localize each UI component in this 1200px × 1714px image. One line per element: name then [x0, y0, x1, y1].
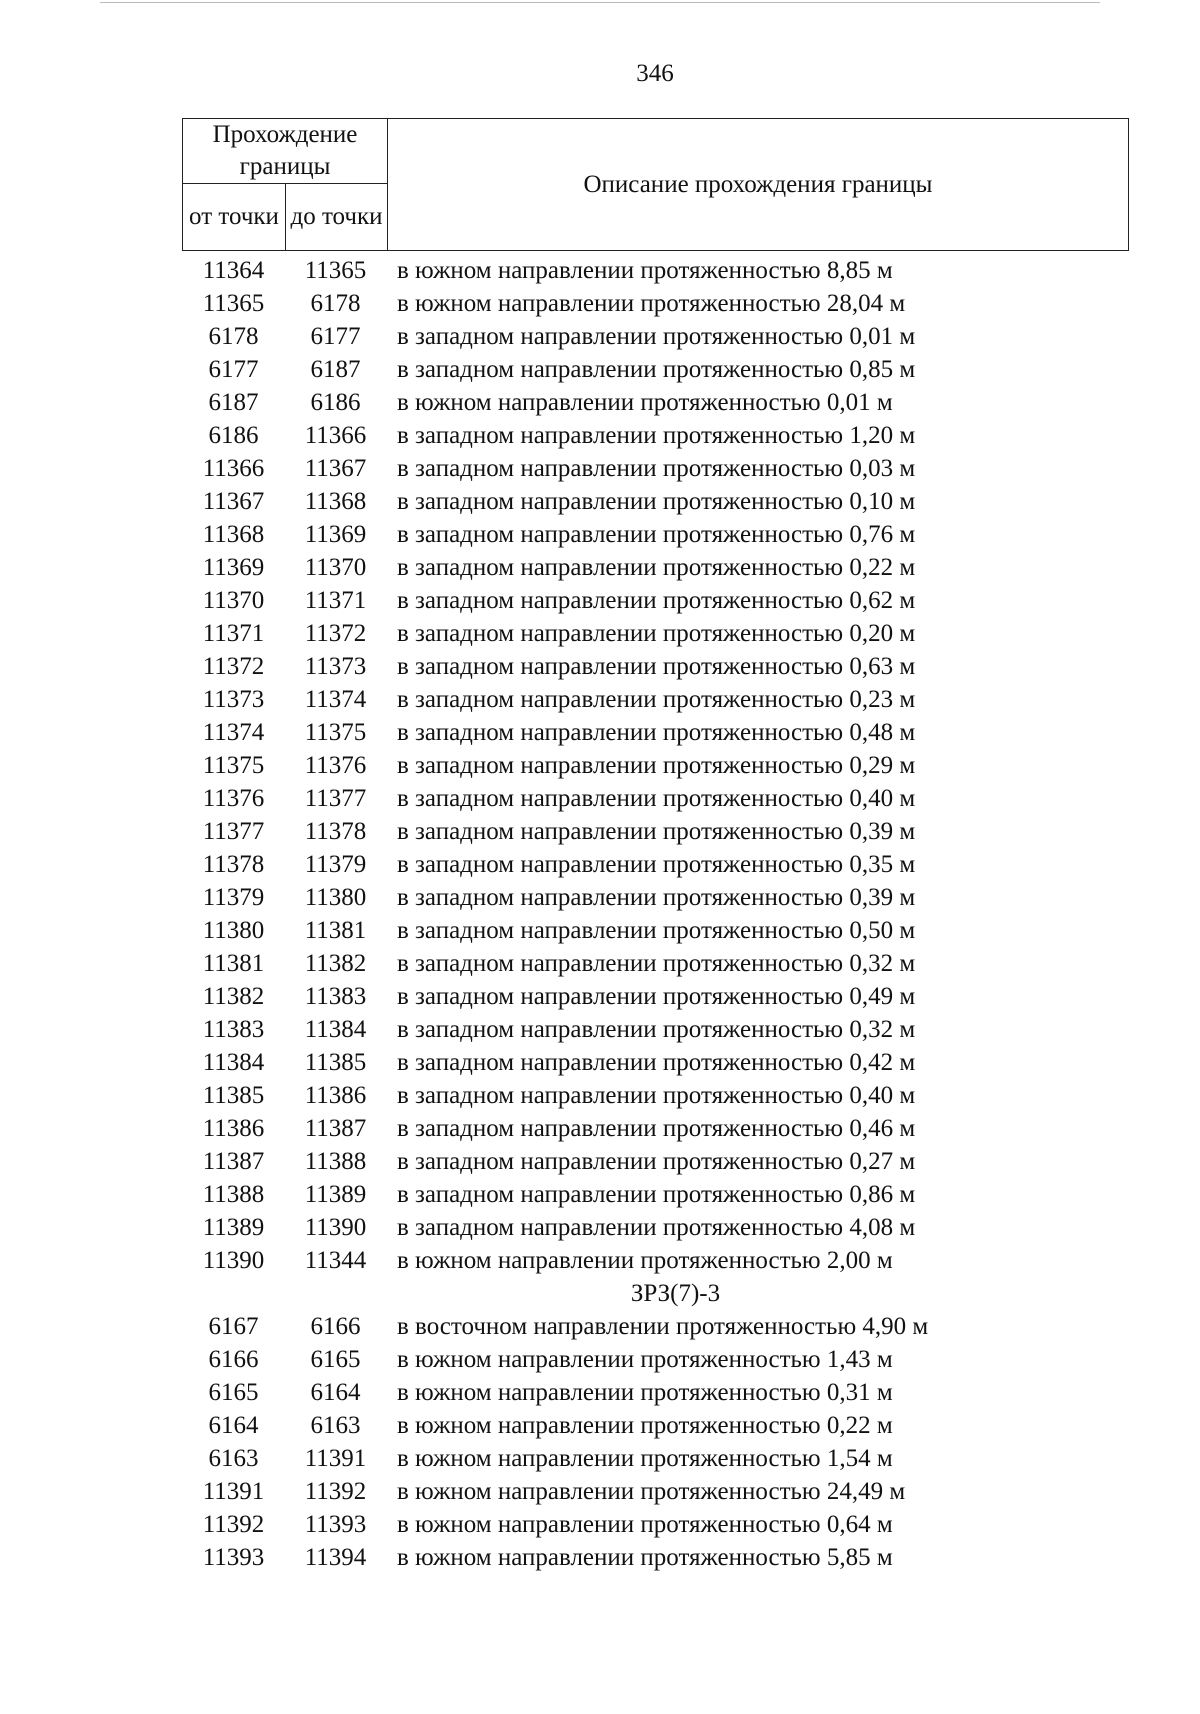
table-header	[182, 118, 1129, 251]
from-point: 11366	[202, 455, 265, 482]
table-row	[182, 749, 1129, 782]
description: в западном направлении протяженностью 0,40 м	[397, 1082, 916, 1109]
table-row	[182, 1211, 1129, 1244]
table-row	[182, 650, 1129, 683]
table-row	[182, 1046, 1129, 1079]
from-point: 6187	[208, 389, 259, 416]
table-row	[182, 1343, 1129, 1376]
table-row	[182, 1178, 1129, 1211]
table-row	[182, 881, 1129, 914]
description: в западном направлении протяженностью 1,20 м	[397, 422, 916, 449]
to-point: 11372	[304, 620, 367, 647]
page-number: 346	[636, 60, 674, 87]
from-point: 6165	[208, 1379, 259, 1406]
to-point: 11374	[304, 686, 367, 713]
description: в западном направлении протяженностью 0,42 м	[397, 1049, 916, 1076]
from-point: 11365	[202, 290, 265, 317]
table-row	[182, 617, 1129, 650]
table-row	[182, 287, 1129, 320]
description: в западном направлении протяженностью 0,32 м	[397, 950, 916, 977]
description: в западном направлении протяженностью 0,86 м	[397, 1181, 916, 1208]
top-rule	[100, 2, 1100, 3]
description: в западном направлении протяженностью 0,62 м	[397, 587, 916, 614]
from-point: 11391	[202, 1478, 265, 1505]
to-point: 6164	[310, 1379, 361, 1406]
description: в южном направлении протяженностью 0,01 м	[397, 389, 893, 416]
from-point: 6163	[208, 1445, 259, 1472]
description: в западном направлении протяженностью 0,01 м	[397, 323, 916, 350]
from-point: 11381	[202, 950, 265, 977]
from-point: 11386	[202, 1115, 265, 1142]
from-point: 11373	[202, 686, 265, 713]
from-point: 6164	[208, 1412, 259, 1439]
description: в западном направлении протяженностью 0,46 м	[397, 1115, 916, 1142]
from-point: 11380	[202, 917, 265, 944]
table-row	[182, 782, 1129, 815]
from-point: 6167	[208, 1313, 259, 1340]
description: в южном направлении протяженностью 0,64 м	[397, 1511, 893, 1538]
from-point: 11375	[202, 752, 265, 779]
table-row	[182, 254, 1129, 287]
from-point: 11384	[202, 1049, 265, 1076]
description: в западном направлении протяженностью 0,39 м	[397, 818, 916, 845]
description: в южном направлении протяженностью 24,49 м	[397, 1478, 906, 1505]
description: в южном направлении протяженностью 0,31 м	[397, 1379, 893, 1406]
to-point: 11375	[304, 719, 367, 746]
to-point: 11381	[304, 917, 367, 944]
table-row	[182, 1310, 1129, 1343]
table-row	[182, 1475, 1129, 1508]
description: в западном направлении протяженностью 0,40 м	[397, 785, 916, 812]
table-row	[182, 1112, 1129, 1145]
from-point: 11371	[202, 620, 265, 647]
from-point: 11369	[202, 554, 265, 581]
to-point: 11382	[304, 950, 367, 977]
description: в западном направлении протяженностью 0,23 м	[397, 686, 916, 713]
description: в западном направлении протяженностью 0,27 м	[397, 1148, 916, 1175]
from-point: 6166	[208, 1346, 259, 1373]
to-point: 11365	[304, 257, 367, 284]
description: в южном направлении протяженностью 5,85 м	[397, 1544, 893, 1571]
description: в западном направлении протяженностью 0,22 м	[397, 554, 916, 581]
from-point: 11370	[202, 587, 265, 614]
description: в южном направлении протяженностью 2,00 м	[397, 1247, 893, 1274]
table-row	[182, 320, 1129, 353]
description: в западном направлении протяженностью 0,50 м	[397, 917, 916, 944]
table-row	[182, 1442, 1129, 1475]
table-row	[182, 683, 1129, 716]
from-point: 11387	[202, 1148, 265, 1175]
to-point: 11391	[304, 1445, 367, 1472]
to-point: 11392	[304, 1478, 367, 1505]
from-point: 11385	[202, 1082, 265, 1109]
rows-section-b	[182, 1310, 1129, 1574]
table-row	[182, 386, 1129, 419]
to-point: 11377	[304, 785, 367, 812]
from-point: 11368	[202, 521, 265, 548]
description: в западном направлении протяженностью 0,20 м	[397, 620, 916, 647]
description: в южном направлении протяженностью 1,43 м	[397, 1346, 893, 1373]
from-point: 11392	[202, 1511, 265, 1538]
to-point: 11376	[304, 752, 367, 779]
table-row	[182, 485, 1129, 518]
to-point: 11387	[304, 1115, 367, 1142]
to-point: 11369	[304, 521, 367, 548]
section-title: ЗРЗ(7)-3	[630, 1280, 721, 1307]
description: в восточном направлении протяженностью 4,90 м	[397, 1313, 929, 1340]
table-row	[182, 1079, 1129, 1112]
header-to: до точки	[286, 184, 388, 251]
to-point: 11383	[304, 983, 367, 1010]
description: в западном направлении протяженностью 0,10 м	[397, 488, 916, 515]
description: в западном направлении протяженностью 0,48 м	[397, 719, 916, 746]
description: в южном направлении протяженностью 28,04 м	[397, 290, 906, 317]
table-row	[182, 1244, 1129, 1277]
to-point: 11367	[304, 455, 367, 482]
description: в южном направлении протяженностью 0,22 м	[397, 1412, 893, 1439]
description: в западном направлении протяженностью 0,39 м	[397, 884, 916, 911]
table-row	[182, 353, 1129, 386]
table-row	[182, 947, 1129, 980]
from-point: 11374	[202, 719, 265, 746]
to-point: 11385	[304, 1049, 367, 1076]
to-point: 6186	[310, 389, 361, 416]
description: в западном направлении протяженностью 0,03 м	[397, 455, 916, 482]
to-point: 6166	[310, 1313, 361, 1340]
table-row	[182, 980, 1129, 1013]
to-point: 11394	[304, 1544, 367, 1571]
description: в западном направлении протяженностью 0,76 м	[397, 521, 916, 548]
rows-section-a	[182, 254, 1129, 1277]
from-point: 11372	[202, 653, 265, 680]
from-point: 11390	[202, 1247, 265, 1274]
description: в западном направлении протяженностью 0,35 м	[397, 851, 916, 878]
from-point: 11364	[202, 257, 265, 284]
table-row	[182, 1409, 1129, 1442]
table-row	[182, 914, 1129, 947]
description: в западном направлении протяженностью 0,32 м	[397, 1016, 916, 1043]
description: в западном направлении протяженностью 0,29 м	[397, 752, 916, 779]
from-point: 11378	[202, 851, 265, 878]
to-point: 11393	[304, 1511, 367, 1538]
description: в южном направлении протяженностью 8,85 м	[397, 257, 893, 284]
table-row	[182, 584, 1129, 617]
table-row	[182, 1013, 1129, 1046]
from-point: 11389	[202, 1214, 265, 1241]
to-point: 11370	[304, 554, 367, 581]
from-point: 6178	[208, 323, 259, 350]
to-point: 11380	[304, 884, 367, 911]
description: в южном направлении протяженностью 1,54 м	[397, 1445, 893, 1472]
to-point: 11371	[304, 587, 367, 614]
description: в западном направлении протяженностью 4,08 м	[397, 1214, 916, 1241]
to-point: 6163	[310, 1412, 361, 1439]
to-point: 6177	[310, 323, 361, 350]
to-point: 11384	[304, 1016, 367, 1043]
to-point: 11386	[304, 1082, 367, 1109]
description: в западном направлении протяженностью 0,49 м	[397, 983, 916, 1010]
description: в западном направлении протяженностью 0,85 м	[397, 356, 916, 383]
from-point: 6177	[208, 356, 259, 383]
table-row	[182, 1541, 1129, 1574]
to-point: 11344	[304, 1247, 367, 1274]
to-point: 6187	[310, 356, 361, 383]
to-point: 11378	[304, 818, 367, 845]
from-point: 11382	[202, 983, 265, 1010]
to-point: 6178	[310, 290, 361, 317]
from-point: 11376	[202, 785, 265, 812]
table-body	[182, 254, 1129, 1574]
from-point: 11367	[202, 488, 265, 515]
to-point: 11368	[304, 488, 367, 515]
table-row	[182, 848, 1129, 881]
to-point: 11390	[304, 1214, 367, 1241]
to-point: 6165	[310, 1346, 361, 1373]
from-point: 11379	[202, 884, 265, 911]
to-point: 11373	[304, 653, 367, 680]
header-group: Прохождение границы	[183, 119, 388, 184]
to-point: 11388	[304, 1148, 367, 1175]
from-point: 11383	[202, 1016, 265, 1043]
table-row	[182, 452, 1129, 485]
table-row	[182, 1508, 1129, 1541]
to-point: 11379	[304, 851, 367, 878]
table-row	[182, 419, 1129, 452]
table-row	[182, 518, 1129, 551]
description: в западном направлении протяженностью 0,63 м	[397, 653, 916, 680]
header-from: от точки	[183, 184, 286, 251]
from-point: 6186	[208, 422, 259, 449]
to-point: 11366	[304, 422, 367, 449]
table-row	[182, 1376, 1129, 1409]
table-row	[182, 815, 1129, 848]
header-description: Описание прохождения границы	[388, 119, 1129, 251]
from-point: 11377	[202, 818, 265, 845]
table-row	[182, 551, 1129, 584]
from-point: 11393	[202, 1544, 265, 1571]
to-point: 11389	[304, 1181, 367, 1208]
table-row	[182, 716, 1129, 749]
from-point: 11388	[202, 1181, 265, 1208]
table-row	[182, 1145, 1129, 1178]
